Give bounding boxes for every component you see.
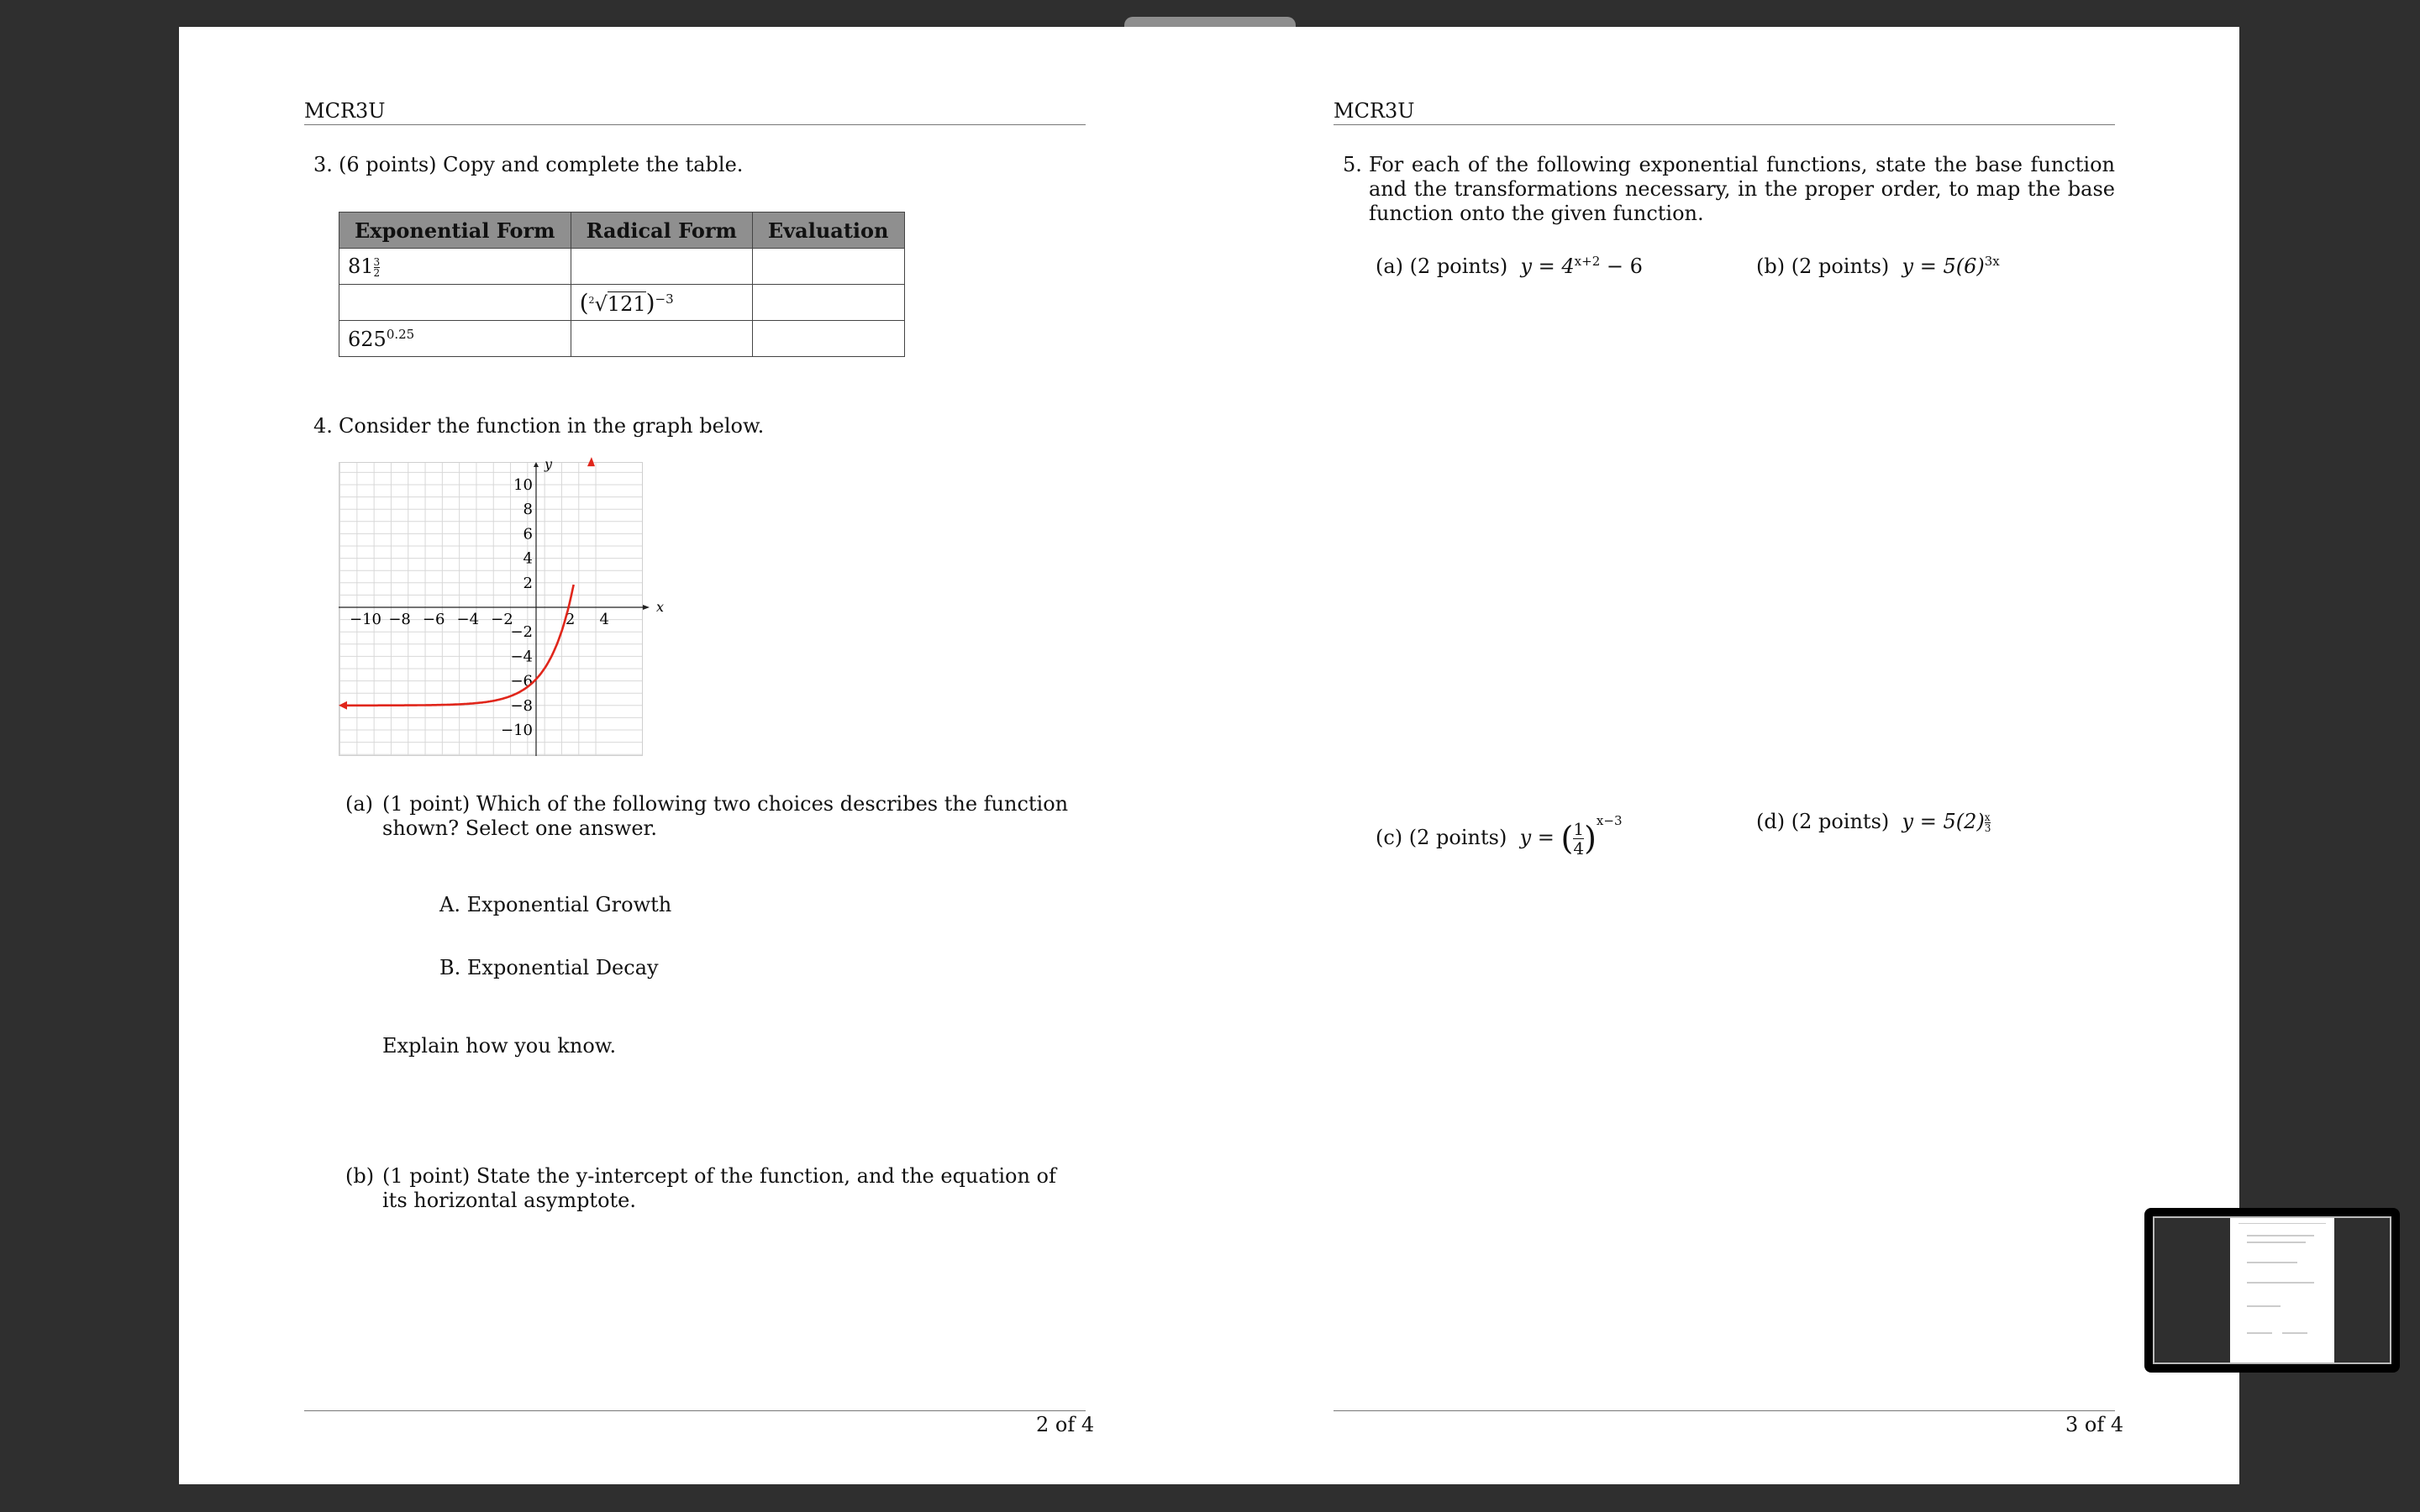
q4a-explain: Explain how you know.	[382, 1034, 617, 1058]
x-tick-label: −8	[388, 611, 411, 628]
thumbnail-page[interactable]	[2230, 1218, 2334, 1362]
q4-graph	[339, 456, 665, 790]
row2-exponent: −3	[655, 291, 674, 307]
q5b-exponent: 3x	[1984, 254, 2000, 269]
x-tick-label: −6	[422, 611, 445, 628]
table-cell-r3-exp	[339, 321, 571, 357]
table-cell-r1-exp	[339, 249, 571, 285]
q5c-expr: y =	[1519, 826, 1555, 849]
q4-text: Consider the function in the graph below.	[339, 414, 765, 438]
left-header-rule	[304, 124, 1086, 125]
choice-b[interactable]: B. Exponential Decay	[439, 956, 659, 979]
exponential-curve	[342, 585, 574, 706]
table-cell-r1-eval	[752, 249, 904, 285]
left-page-header: MCR3U	[304, 99, 386, 123]
q5a-exponent: x+2	[1574, 254, 1601, 269]
page-thumbnail-navigator[interactable]	[2144, 1208, 2400, 1373]
y-tick-label: 2	[523, 574, 533, 592]
q4a-text: (1 point) Which of the following two choices describes the function shown? Select one answer.	[382, 792, 1069, 840]
document-spread	[179, 27, 2239, 1484]
x-axis-label: x	[656, 599, 665, 615]
x-tick-label: 4	[599, 611, 609, 628]
right-footer-rule	[1334, 1410, 2115, 1411]
row3-exponent: 0.25	[386, 326, 415, 342]
table-cell-r2-exp	[339, 285, 571, 321]
q4b-label: (b)	[345, 1164, 375, 1188]
graph-grid	[339, 462, 643, 756]
curve-top-arrow	[587, 457, 595, 466]
x-tick-label: −2	[491, 611, 513, 628]
q5c-label: (c) (2 points)	[1376, 826, 1507, 849]
x-tick-label: −10	[350, 611, 381, 628]
q3-table	[339, 212, 905, 357]
right-page-header: MCR3U	[1334, 99, 1415, 123]
q3-number: 3.	[313, 153, 333, 176]
q5a-expr: y = 4	[1520, 255, 1575, 278]
y-tick-label: 8	[523, 501, 533, 519]
q4b-text: (1 point) State the y-intercept of the function, and the equation of its horizontal asymptote.	[382, 1164, 1056, 1212]
q5c-exponent: x−3	[1596, 813, 1623, 828]
row2-radicand: 121	[607, 291, 646, 316]
q5-text: For each of the following exponential functions, state the base function and the transformations necessary, in the proper order, to map the base function onto the given function.	[1369, 153, 2115, 225]
x-tick-label: 2	[565, 611, 576, 628]
choice-a[interactable]: A. Exponential Growth	[439, 893, 672, 916]
table-cell-r3-eval	[752, 321, 904, 357]
q5a-label: (a) (2 points)	[1376, 255, 1508, 278]
q5d-label: (d) (2 points)	[1756, 810, 1890, 833]
q5c-denominator: 4	[1573, 838, 1585, 858]
table-header-evaluation: Evaluation	[752, 213, 904, 249]
left-page-footer: 2 of 4	[1036, 1413, 1095, 1436]
q5-number: 5.	[1343, 153, 1362, 176]
q5d-expr: y = 5(2)	[1902, 810, 1985, 833]
y-axis-label: y	[544, 456, 553, 472]
row2-root-index: 2	[588, 294, 595, 306]
x-axis-arrow	[643, 605, 650, 610]
table-header-exponential: Exponential Form	[339, 213, 571, 249]
row1-exponent: $\frac{3}{2}$	[373, 256, 381, 279]
right-header-rule	[1334, 124, 2115, 125]
table-header-radical: Radical Form	[571, 213, 752, 249]
y-tick-label: 4	[523, 549, 533, 568]
q5c: (c) (2 points) y = ( $\frac{1}{4}$ )$^{x-3}$	[1376, 813, 1623, 858]
q5c-numerator: 1	[1573, 819, 1585, 839]
row1-base: 81	[348, 255, 374, 278]
q4a-label: (a)	[345, 792, 374, 816]
table-cell-r3-rad	[571, 321, 752, 357]
thumbnail-viewport[interactable]	[2153, 1216, 2391, 1364]
q5b-expr: y = 5(6)	[1902, 255, 1985, 278]
q5a-tail: − 6	[1600, 255, 1643, 278]
q5d	[1756, 810, 1991, 834]
y-tick-label: −2	[510, 623, 533, 642]
y-tick-label: 10	[513, 476, 533, 494]
q3-text: (6 points) Copy and complete the table.	[339, 153, 744, 176]
left-footer-rule	[304, 1410, 1086, 1411]
table-cell-r1-rad	[571, 249, 752, 285]
y-tick-label: −4	[510, 648, 533, 666]
q5b-label: (b) (2 points)	[1756, 255, 1890, 278]
q4-number: 4.	[313, 414, 333, 438]
table-cell-r2-rad: $(^2√121)^{-3}$	[571, 285, 752, 321]
table-cell-r2-eval	[752, 285, 904, 321]
q5a	[1376, 249, 1643, 279]
row3-base: 625	[348, 327, 387, 351]
q5d-exponent: $\frac{x}{3}$	[1984, 811, 1991, 834]
right-page-footer: 3 of 4	[2065, 1413, 2124, 1436]
y-tick-label: −8	[510, 696, 533, 715]
y-tick-label: −6	[510, 672, 533, 690]
y-tick-label: 6	[523, 525, 533, 543]
x-tick-label: −4	[456, 611, 480, 628]
q5b	[1756, 249, 2000, 279]
y-tick-label: −10	[501, 722, 533, 739]
